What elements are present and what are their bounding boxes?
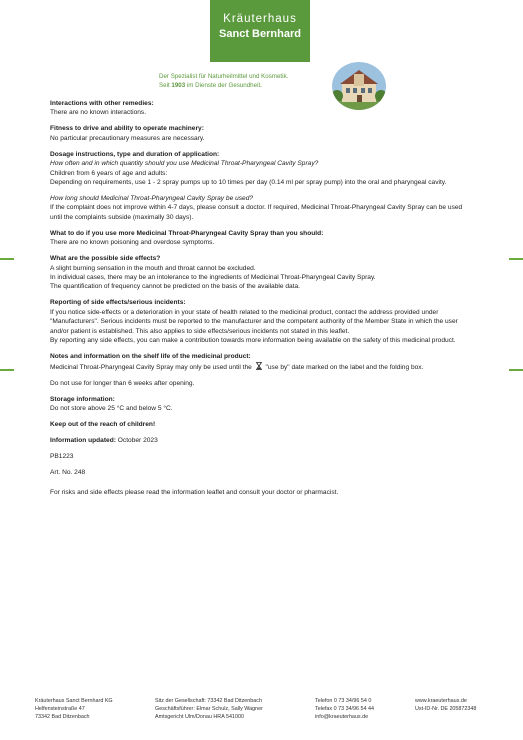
overdose-text: There are no known poisoning and overdose symptoms. — [50, 239, 215, 247]
footer-web: www.kraeuterhaus.de Ust-ID-Nr. DE 205872348 — [415, 698, 477, 712]
risks-note: For risks and side effects please read the information leaflet and consult your doctor or pharmacist. — [50, 488, 339, 496]
dosage-line-3: If the complaint does not improve within 4-7 days, please consult a doctor. If required, Medicinal Throat-Pharyngeal Cavity Spray can be used until the complaints subside (maximally 30 days). — [50, 204, 463, 221]
dosage-question-1: How often and in which quantity should you use Medicinal Throat-Pharyngeal Cavity Spray? — [50, 160, 319, 168]
driving-text: No particular precautionary measures are necessary. — [50, 134, 205, 142]
side-effects-line-3: The quantification of frequency cannot be predicted on the basis of the available data. — [50, 283, 300, 291]
reporting-line-1: If you notice side-effects or a deterioration in your state of health related to the medicinal product, contact the address provided under "Manufacturers". Serious incidents must be reported to the manufacturer and the competent authority of the Member State in which the user and/or patient is established. This also applies to side effects/serious incidents not stated in this leaflet. — [50, 308, 458, 335]
brand-name-line1: Kräuterhaus — [223, 13, 297, 25]
shelf-life-text: Medicinal Throat-Pharyngeal Cavity Spray may only be used until the "use by" date marked on the label and the folding box. — [50, 363, 424, 371]
brand-name-line2: Sanct Bernhard — [219, 28, 301, 40]
side-effects-heading: What are the possible side effects? — [50, 255, 161, 263]
information-updated-value: October 2023 — [117, 436, 158, 444]
shelf-life-heading: Notes and information on the shelf life of the medicinal product: — [50, 353, 251, 361]
overdose-heading: What to do if you use more Medicinal Throat-Pharyngeal Cavity Spray than you should: — [50, 229, 324, 237]
children-warning: Keep out of the reach of children! — [50, 420, 156, 428]
leaflet-body — [50, 99, 470, 497]
fold-mark-right-bottom — [509, 369, 523, 371]
reporting-line-2: By reporting any side effects, you can make a contribution towards more information being available on the safety of this medicinal product. — [50, 337, 456, 345]
footer-company: Kräuterhaus Sanct Bernhard KG Helfensteinstraße 47 73342 Bad Ditzenbach — [35, 698, 113, 720]
brand-logo — [210, 0, 310, 62]
dosage-question-2: How long should Medicinal Throat-Pharyngeal Cavity Spray be used? — [50, 195, 254, 203]
article-number: Art. No. 248 — [50, 468, 86, 476]
hourglass-icon — [256, 362, 262, 370]
fold-mark-left-bottom — [0, 369, 14, 371]
interactions-heading: Interactions with other remedies: — [50, 100, 154, 107]
interactions-text: There are no known interactions. — [50, 109, 147, 117]
side-effects-line-1: A slight burning sensation in the mouth and throat cannot be excluded. — [50, 264, 256, 272]
shelf-life-opening: Do not use for longer than 6 weeks after opening. — [50, 379, 195, 387]
driving-heading: Fitness to drive and ability to operate machinery: — [50, 125, 204, 133]
pb-code: PB1223 — [50, 452, 74, 460]
dosage-line-1: Children from 6 years of age and adults: — [50, 169, 168, 177]
side-effects-line-2: In individual cases, there may be an intolerance to the ingredients of Medicinal Throat-Pharyngeal Cavity Spray. — [50, 274, 376, 282]
footer-website[interactable]: www.kraeuterhaus.de — [415, 698, 467, 704]
dosage-heading: Dosage instructions, type and duration of application: — [50, 150, 220, 158]
reporting-heading: Reporting of side effects/serious incidents: — [50, 299, 186, 307]
fold-mark-right-top — [509, 258, 523, 260]
storage-heading: Storage information: — [50, 395, 115, 403]
fold-mark-left-top — [0, 258, 14, 260]
information-updated-label: Information updated: — [50, 436, 116, 444]
tagline-line1: Der Spezialist für Naturheilmittel und Kosmetik. — [159, 73, 289, 80]
storage-text: Do not store above 25 °C and below 5 °C. — [50, 404, 173, 412]
founding-year: 1903 — [171, 81, 186, 89]
tagline-line2: Seit 1903 im Dienste der Gesundheit. — [159, 81, 262, 89]
brand-tagline — [159, 73, 329, 90]
footer-email[interactable]: info@kraeuterhaus.de — [315, 714, 369, 720]
footer-legal: Sitz der Gesellschaft: 73342 Bad Ditzenbach Geschäftsführer: Elmar Schulz, Sally Wagner Amtsgericht Ulm/Donau HRA 541000 — [155, 698, 263, 720]
information-updated — [50, 436, 470, 445]
dosage-line-2: Depending on requirements, use 1 - 2 spray pumps up to 10 times per day (0.14 ml per spray pump) into the oral and pharyngeal cavity. — [50, 179, 447, 187]
footer-contact: Telefon 0 73 34/96 54 0 Telefax 0 73 34/96 54 44 info@kraeuterhaus.de — [315, 698, 375, 720]
